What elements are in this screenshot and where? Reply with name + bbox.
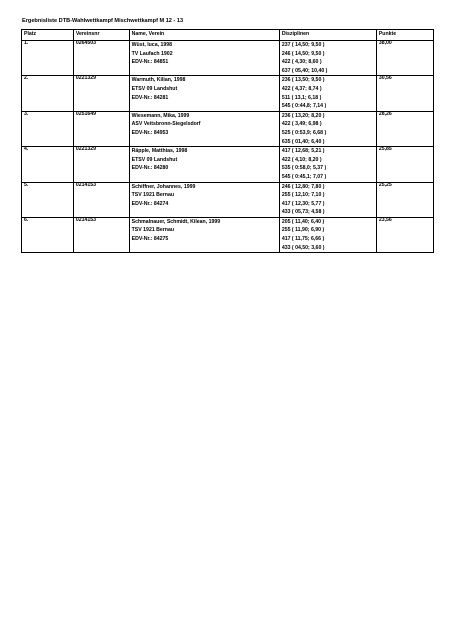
club-name: TSV 1921 Bernau: [131, 227, 175, 234]
row-platz: 1.: [22, 41, 74, 76]
row-platz: 3.: [22, 111, 74, 146]
row-disziplinen: [279, 217, 376, 252]
discipline-result: 433 ( 05,73; 4,58 ): [281, 209, 325, 216]
discipline-result: 635 ( 01,40; 6,40 ): [281, 138, 325, 145]
row-name-verein: [129, 217, 279, 252]
athlete-name: Schiffner, Johannes, 1999: [131, 183, 196, 190]
row-name-verein: [129, 41, 279, 76]
edv-number: EDV-Nr.: 84274: [131, 200, 169, 207]
discipline-result: 535 ( 0:58,0; 5,37 ): [281, 165, 327, 172]
row-vereinsnr: 0221329: [73, 76, 129, 111]
discipline-result: 545 ( 0:45,1; 7,07 ): [281, 173, 327, 180]
row-disziplinen: [279, 76, 376, 111]
discipline-result: 417 ( 11,75; 6,66 ): [281, 236, 325, 243]
row-punkte: 25,25: [376, 182, 433, 217]
discipline-result: 433 ( 04,50; 3,60 ): [281, 244, 325, 251]
row-punkte: 38,00: [376, 41, 433, 76]
discipline-result: 525 ( 0:53,9; 6,68 ): [281, 129, 327, 136]
discipline-result: 422 ( 4,30; 8,60 ): [281, 59, 322, 66]
row-punkte: 23,56: [376, 217, 433, 252]
discipline-result: 417 ( 12,30; 5,77 ): [281, 200, 325, 207]
discipline-result: 511 ( 13,1; 6,18 ): [281, 94, 322, 101]
discipline-result: 422 ( 4,37; 8,74 ): [281, 85, 322, 92]
row-vereinsnr: 0221329: [73, 147, 129, 182]
table-row: [22, 147, 434, 182]
discipline-result: 246 ( 12,80; 7,80 ): [281, 183, 325, 190]
table-row: [22, 217, 434, 252]
discipline-result: 545 ( 0:44,8; 7,14 ): [281, 103, 327, 110]
table-row: [22, 182, 434, 217]
edv-number: EDV-Nr.: 84281: [131, 94, 169, 101]
row-vereinsnr: 0214153: [73, 182, 129, 217]
club-name: ASV Veitsbronn-Siegelsdorf: [131, 121, 201, 128]
row-punkte: 28,26: [376, 111, 433, 146]
discipline-result: 417 ( 12,68; 5,21 ): [281, 148, 325, 155]
discipline-result: 236 ( 13,50; 9,50 ): [281, 77, 325, 84]
table-row: [22, 41, 434, 76]
row-platz: 4.: [22, 147, 74, 182]
discipline-result: 255 ( 12,10; 7,10 ): [281, 192, 325, 199]
club-name: ETSV 09 Landshut: [131, 85, 178, 92]
discipline-result: 205 ( 11,40; 6,40 ): [281, 218, 325, 225]
club-name: TSV 1921 Bernau: [131, 192, 175, 199]
athlete-name: Wüst, luca, 1998: [131, 42, 173, 48]
discipline-result: 236 ( 13,20; 8,20 ): [281, 112, 325, 119]
row-platz: 2.: [22, 76, 74, 111]
row-vereinsnr: 0251649: [73, 111, 129, 146]
table-header-row: [22, 30, 434, 41]
row-platz: 6.: [22, 217, 74, 252]
discipline-result: 637 ( 05,40; 10,40 ): [281, 67, 328, 74]
discipline-result: 255 ( 11,90; 6,90 ): [281, 227, 325, 234]
edv-number: EDV-Nr.: 84280: [131, 165, 169, 172]
document-title: Ergebnisliste DTB-Wahlwettkampf Mischwettkampf M 12 - 13: [22, 18, 184, 24]
edv-number: EDV-Nr.: 84851: [131, 59, 169, 66]
row-vereinsnr: 0214153: [73, 217, 129, 252]
row-name-verein: [129, 182, 279, 217]
header-disziplinen: Disziplinen: [279, 30, 376, 41]
discipline-result: 246 ( 14,50; 9,50 ): [281, 50, 325, 57]
row-punkte: 25,85: [376, 147, 433, 182]
row-platz: 5.: [22, 182, 74, 217]
athlete-name: Warmuth, Kilian, 1998: [131, 77, 186, 84]
header-vereinsnr: Vereinsnr: [73, 30, 129, 41]
row-name-verein: [129, 147, 279, 182]
header-platz: Platz: [22, 30, 74, 41]
discipline-result: 237 ( 14,50; 9,50 ): [281, 42, 325, 48]
athlete-name: Räpple, Matthias, 1998: [131, 148, 188, 155]
table-row: [22, 76, 434, 111]
row-disziplinen: [279, 41, 376, 76]
row-punkte: 30,56: [376, 76, 433, 111]
discipline-result: 422 ( 4,10; 8,20 ): [281, 156, 322, 163]
table-row: [22, 111, 434, 146]
club-name: ETSV 09 Landshut: [131, 156, 178, 163]
edv-number: EDV-Nr.: 84953: [131, 129, 169, 136]
row-name-verein: [129, 111, 279, 146]
row-disziplinen: [279, 182, 376, 217]
edv-number: EDV-Nr.: 84275: [131, 236, 169, 243]
results-table: [21, 29, 434, 253]
row-name-verein: [129, 76, 279, 111]
athlete-name: Schmalnauer, Schmidt, Kilean, 1999: [131, 218, 221, 225]
row-vereinsnr: 0264503: [73, 41, 129, 76]
header-name-verein: Name, Verein: [129, 30, 279, 41]
club-name: TV Laufach 1902: [131, 50, 173, 57]
header-punkte: Punkte: [376, 30, 433, 41]
discipline-result: 422 ( 3,49; 6,98 ): [281, 121, 322, 128]
athlete-name: Wiesemann, Mika, 1999: [131, 112, 190, 119]
row-disziplinen: [279, 111, 376, 146]
row-disziplinen: [279, 147, 376, 182]
